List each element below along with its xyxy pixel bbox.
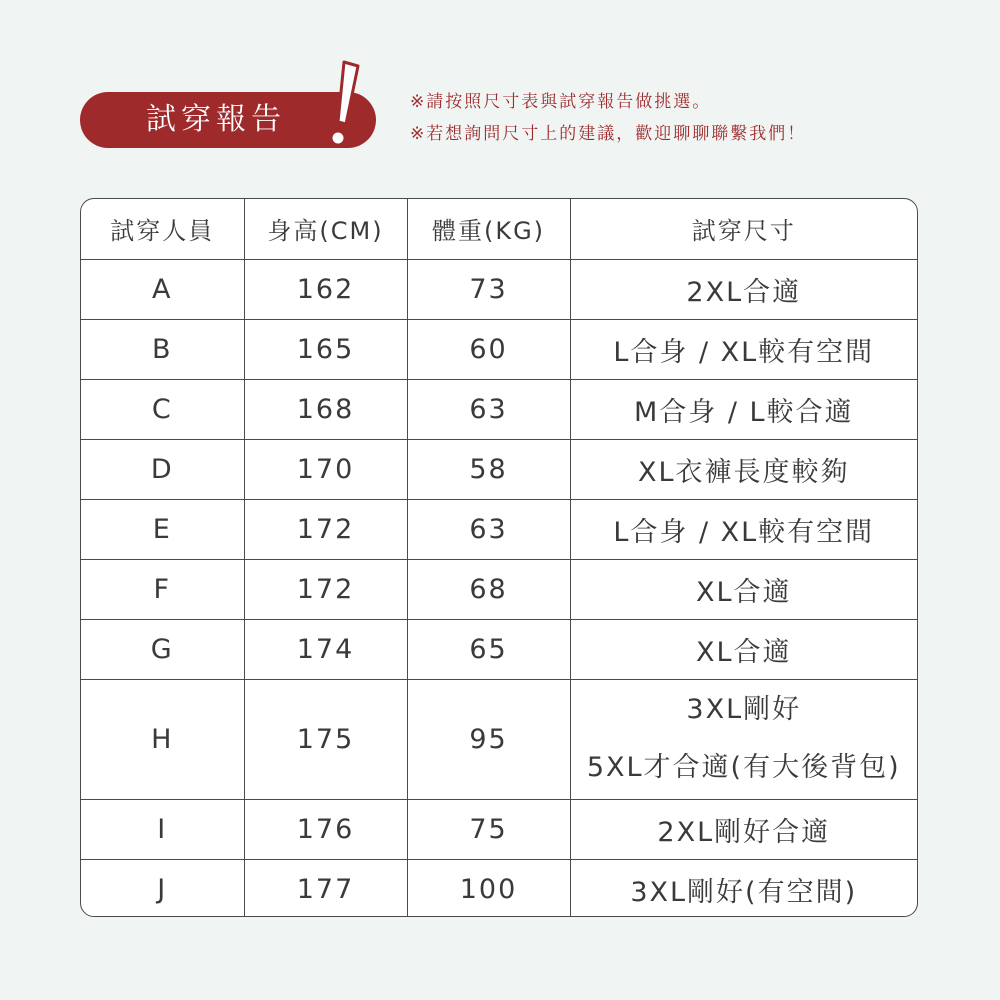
cell-size: XL衣褲長度較夠: [570, 439, 917, 499]
cell-weight: 68: [407, 559, 570, 619]
cell-size: 3XL剛好(有空間): [630, 876, 858, 908]
table-row: [81, 499, 917, 559]
cell-weight: 73: [407, 259, 570, 319]
fitting-report-table: [80, 198, 918, 917]
cell-height: 172: [244, 559, 407, 619]
cell-height: 165: [244, 319, 407, 379]
cell-weight: 100: [407, 859, 570, 917]
cell-weight: 95: [407, 679, 570, 799]
cell-weight: 60: [407, 319, 570, 379]
cell-tester: A: [81, 259, 244, 319]
cell-size: L合身 / XL較有空間: [570, 499, 917, 559]
cell-weight: 63: [407, 499, 570, 559]
cell-size: M合身 / L較合適: [570, 379, 917, 439]
cell-size-line-1: 3XL剛好: [686, 694, 802, 725]
header-height: 身高(CM): [244, 199, 407, 259]
cell-size: L合身 / XL較有空間: [570, 319, 917, 379]
cell-height: 168: [244, 379, 407, 439]
table-row: [81, 379, 917, 439]
cell-size: 2XL合適: [570, 259, 917, 319]
cell-tester: E: [81, 499, 244, 559]
cell-tester: J: [81, 859, 244, 917]
cell-tester: G: [81, 619, 244, 679]
header-size: 試穿尺寸: [570, 199, 917, 259]
cell-tester: C: [81, 379, 244, 439]
header-tester: 試穿人員: [81, 199, 244, 259]
notes-block: [410, 86, 806, 150]
table-header-row: [81, 199, 917, 259]
table-row: [81, 439, 917, 499]
cell-tester: F: [81, 559, 244, 619]
cell-tester: B: [81, 319, 244, 379]
cell-height: 176: [244, 799, 407, 859]
cell-tester: H: [81, 679, 244, 799]
table-row: [81, 619, 917, 679]
table-row: [81, 559, 917, 619]
cell-height: 175: [244, 679, 407, 799]
cell-weight: 63: [407, 379, 570, 439]
cell-size: XL合適: [570, 619, 917, 679]
cell-weight: 75: [407, 799, 570, 859]
table-row: [81, 319, 917, 379]
cell-height: 177: [244, 859, 407, 917]
table-row: [81, 799, 917, 859]
table-row: [81, 679, 917, 799]
note-line-2: ※若想詢問尺寸上的建議，歡迎聊聊聯繫我們！: [410, 124, 807, 144]
cell-weight: 65: [407, 619, 570, 679]
table-row: [81, 859, 917, 917]
cell-height: 170: [244, 439, 407, 499]
note-line-1: ※請按照尺寸表與試穿報告做挑選。: [410, 92, 712, 112]
cell-size-line-2: 5XL才合適(有大後背包): [586, 752, 901, 783]
cell-size: [570, 679, 917, 799]
header-weight: 體重(KG): [407, 199, 570, 259]
cell-tester: D: [81, 439, 244, 499]
exclamation-icon: [318, 58, 368, 150]
page-title: 試穿報告: [146, 102, 286, 137]
cell-size: XL合適: [570, 559, 917, 619]
cell-height: 162: [244, 259, 407, 319]
cell-height: 172: [244, 499, 407, 559]
table-row: [81, 259, 917, 319]
cell-height: 174: [244, 619, 407, 679]
cell-weight: 58: [407, 439, 570, 499]
cell-size: 2XL剛好合適: [570, 799, 917, 859]
cell-tester: I: [81, 799, 244, 859]
